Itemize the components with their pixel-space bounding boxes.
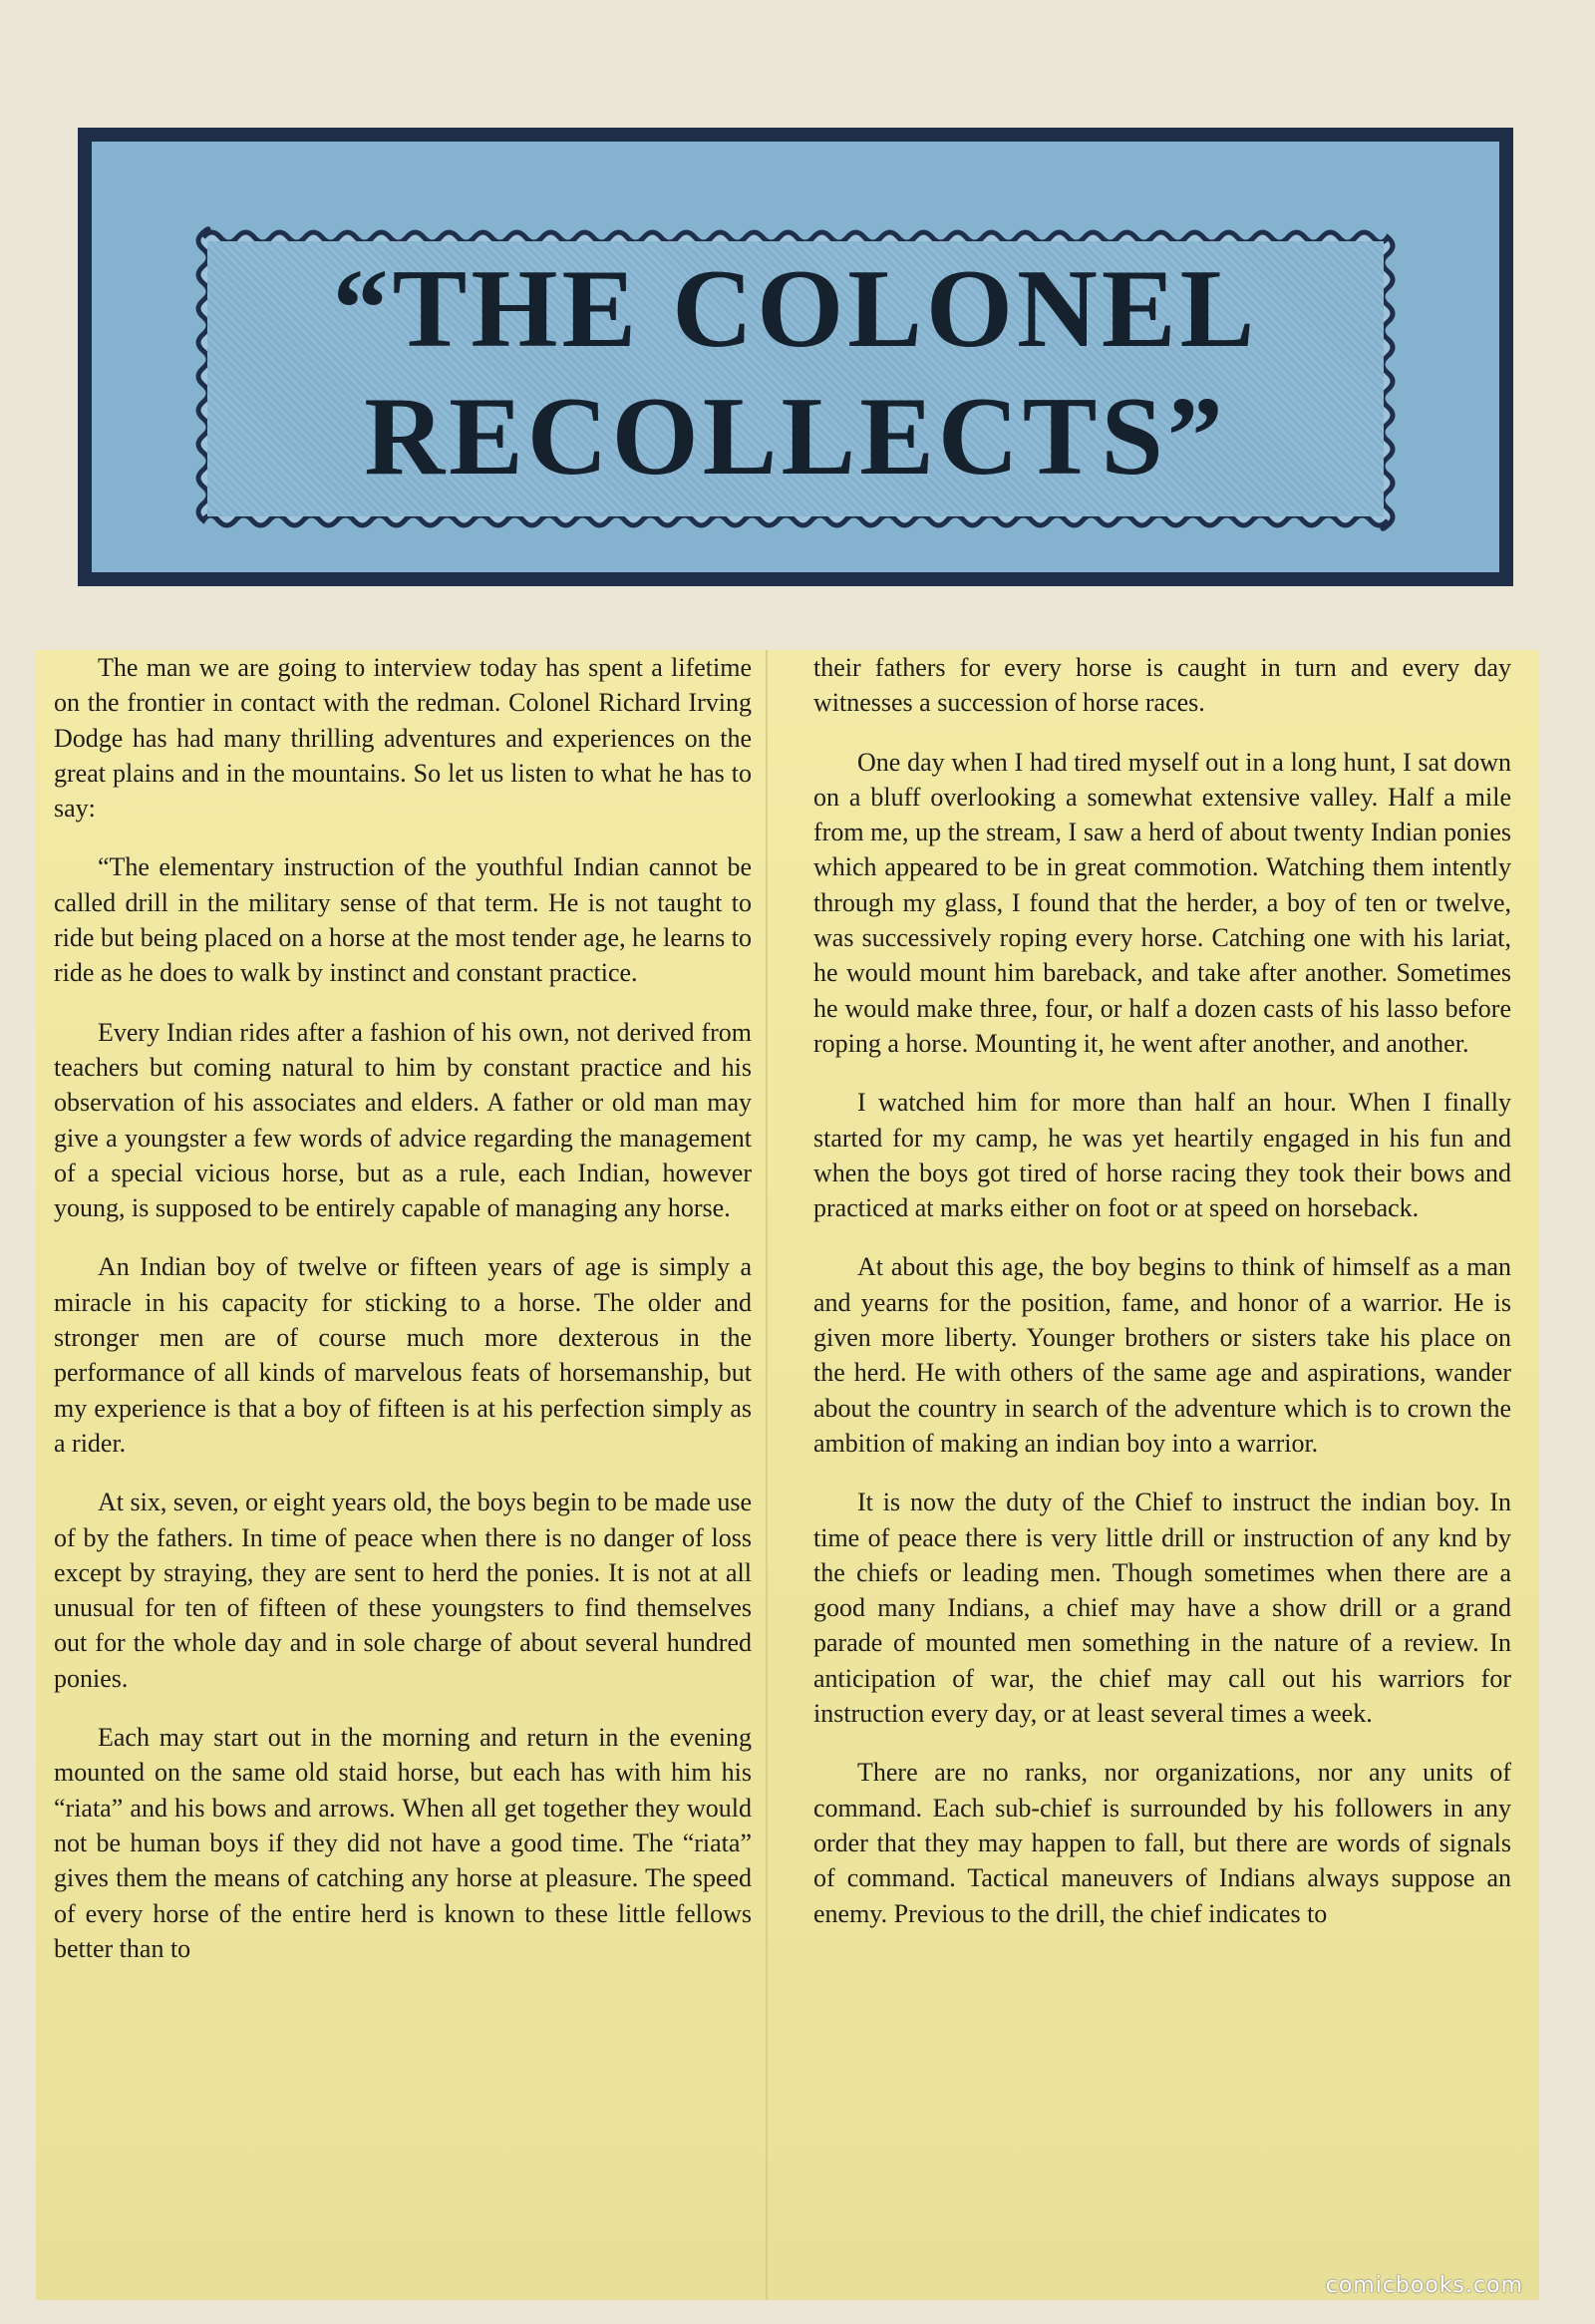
paragraph: It is now the duty of the Chief to instruct the indian boy. In time of peace there is very little drill or instruction of any knd by the chiefs or leading men. Though sometimes when there are a good many Indians, a chief may have a show drill or a grand parade of mounted men something in the nature of a review. In anticipation of war, the chief may call out his warriors for instruction every day, or at least several times a week.	[813, 1488, 1511, 1729]
title-line-1: “THE COLONEL	[332, 247, 1259, 371]
left-column	[54, 650, 752, 1966]
paragraph: There are no ranks, nor organizations, nor any units of command. Each sub-chief is surrounded by his followers in any order that they may happen to fall, but there are words of signals of command. Tactical maneuvers of Indians always suppose an enemy. Previous to the drill, the chief indicates to	[813, 1758, 1511, 1928]
paragraph: their fathers for every horse is caught in turn and every day witnesses a succession of horse races.	[813, 653, 1511, 718]
paragraph: The man we are going to interview today has spent a lifetime on the frontier in contact with the redman. Colonel Richard Irving Dodge has had many thrilling adventures and experiences on the great plains and in the mountains. So let us listen to what he has to say:	[54, 653, 752, 824]
watermark-text: comicbooks.com	[1325, 2273, 1523, 2298]
title-banner-frame	[92, 142, 1499, 572]
title-banner	[78, 128, 1513, 586]
paragraph: One day when I had tired myself out in a long hunt, I sat down on a bluff overlooking a somewhat extensive valley. Half a mile from me, up the stream, I saw a herd of about twenty Indian ponies which appeared to be in great commotion. Watching them intently through my glass, I found that the herder, a boy of ten or twelve, was successively roping every horse. Catching one with his lariat, he would mount him bareback, and take after another. Sometimes he would make three, four, or half a dozen casts of his lasso before roping a horse. Mounting it, he went after another, and another.	[813, 747, 1511, 1058]
article-body	[36, 650, 1539, 2300]
paragraph: I watched him for more than half an hour. When I finally started for my camp, he was yet heartily engaged in his fun and when the boys got tired of horse racing they took their bows and practiced at marks either on foot or at speed on horseback.	[813, 1088, 1511, 1223]
title-panel	[207, 241, 1384, 516]
right-column	[813, 650, 1511, 1931]
column-divider	[766, 650, 768, 2300]
paragraph: “The elementary instruction of the youthful Indian cannot be called drill in the military sense of that term. He is not taught to ride but being placed on a horse at the most tender age, he learns to ride as he does to walk by instinct and constant practice.	[54, 852, 752, 988]
title-line-2: RECOLLECTS”	[364, 375, 1227, 498]
paragraph: Each may start out in the morning and return in the evening mounted on the same old staid horse, but each has with him his “riata” and his bows and arrows. When all get together they would not be human boys if they did not have a good time. The “riata” gives them the means of catching any horse at pleasure. The speed of every horse of the entire herd is known to these little fellows better than to	[54, 1723, 752, 1963]
paragraph: At six, seven, or eight years old, the boys begin to be made use of by the fathers. In time of peace when there is no danger of loss except by straying, they are sent to herd the ponies. It is not at all unusual for ten of fifteen of these youngsters to find themselves out for the whole day and in sole charge of about several hundred ponies.	[54, 1488, 752, 1693]
paragraph: Every Indian rides after a fashion of his own, not derived from teachers but coming natural to him by constant practice and his observation of his associates and elders. A father or old man may give a youngster a few words of advice regarding the management of a special vicious horse, but as a rule, each Indian, however young, is supposed to be entirely capable of managing any horse.	[54, 1017, 752, 1223]
paragraph: At about this age, the boy begins to think of himself as a man and yearns for the position, fame, and honor of a warrior. He is given more liberty. Younger brothers or sisters take his place on the herd. He with others of the same age and aspirations, wander about the country in search of the adventure which is to crown the ambition of making an indian boy into a warrior.	[813, 1252, 1511, 1458]
paragraph: An Indian boy of twelve or fifteen years of age is simply a miracle in his capacity for sticking to a horse. The older and stronger men are of course much more dexterous in the performance of all kinds of marvelous feats of horsemanship, but my experience is that a boy of fifteen is at his perfection simply as a rider.	[54, 1252, 752, 1458]
